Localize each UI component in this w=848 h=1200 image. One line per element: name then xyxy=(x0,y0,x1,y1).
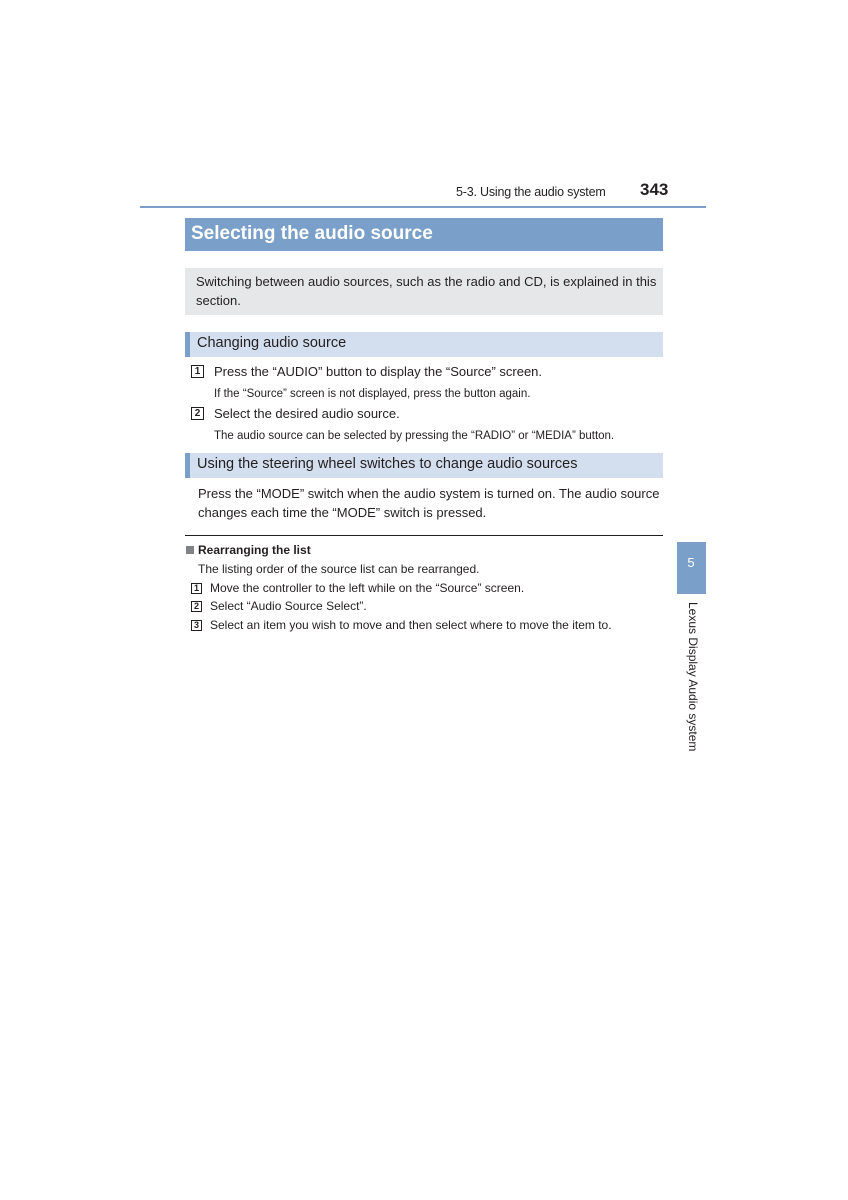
steering-heading: Using the steering wheel switches to change audio sources xyxy=(197,456,578,472)
step-1-text: Press the “AUDIO” button to display the “Source” screen. xyxy=(214,364,543,379)
page-title: Selecting the audio source xyxy=(191,223,433,244)
chapter-title-vertical: Lexus Display Audio system xyxy=(686,602,700,752)
step-number-2: 2 xyxy=(191,407,204,420)
step-2-text: Select the desired audio source. xyxy=(214,406,400,421)
rearrange-step-2-text: Select “Audio Source Select”. xyxy=(210,599,367,613)
rearranging-intro: The listing order of the source list can be rearranged. xyxy=(198,562,480,576)
rearrange-step-3-text: Select an item you wish to move and then select where to move the item to. xyxy=(210,618,612,632)
steering-heading-bar xyxy=(185,453,663,478)
chapter-tab-edge xyxy=(705,542,706,594)
step-number-1: 1 xyxy=(191,365,204,378)
intro-text: Switching between audio sources, such as the radio and CD, is explained in this section. xyxy=(196,274,657,308)
step-1-note: If the “Source” screen is not displayed, press the button again. xyxy=(214,388,531,400)
steering-body-text: Press the “MODE” switch when the audio system is turned on. The audio source changes each time the “MODE” switch is pressed. xyxy=(198,486,660,520)
rearrange-step-number-2: 2 xyxy=(191,601,202,612)
step-2-note: The audio source can be selected by pressing the “RADIO” or “MEDIA” button. xyxy=(214,430,615,442)
changing-heading-bar xyxy=(185,332,663,357)
chapter-number: 5 xyxy=(687,555,695,570)
rearranging-heading: Rearranging the list xyxy=(198,543,311,557)
rearrange-step-1-text: Move the controller to the left while on the “Source” screen. xyxy=(210,581,525,595)
intro-box xyxy=(185,268,663,315)
section-divider xyxy=(185,535,663,536)
rearrange-step-number-1: 1 xyxy=(191,583,202,594)
rearrange-step-number-3: 3 xyxy=(191,620,202,631)
header-rule xyxy=(140,206,706,208)
bullet-square-icon xyxy=(186,546,194,554)
title-bar xyxy=(185,218,663,251)
changing-heading: Changing audio source xyxy=(197,335,347,351)
header-section-title: 5-3. Using the audio system xyxy=(456,185,606,199)
chapter-tab xyxy=(677,542,705,594)
page-number: 343 xyxy=(640,180,669,199)
